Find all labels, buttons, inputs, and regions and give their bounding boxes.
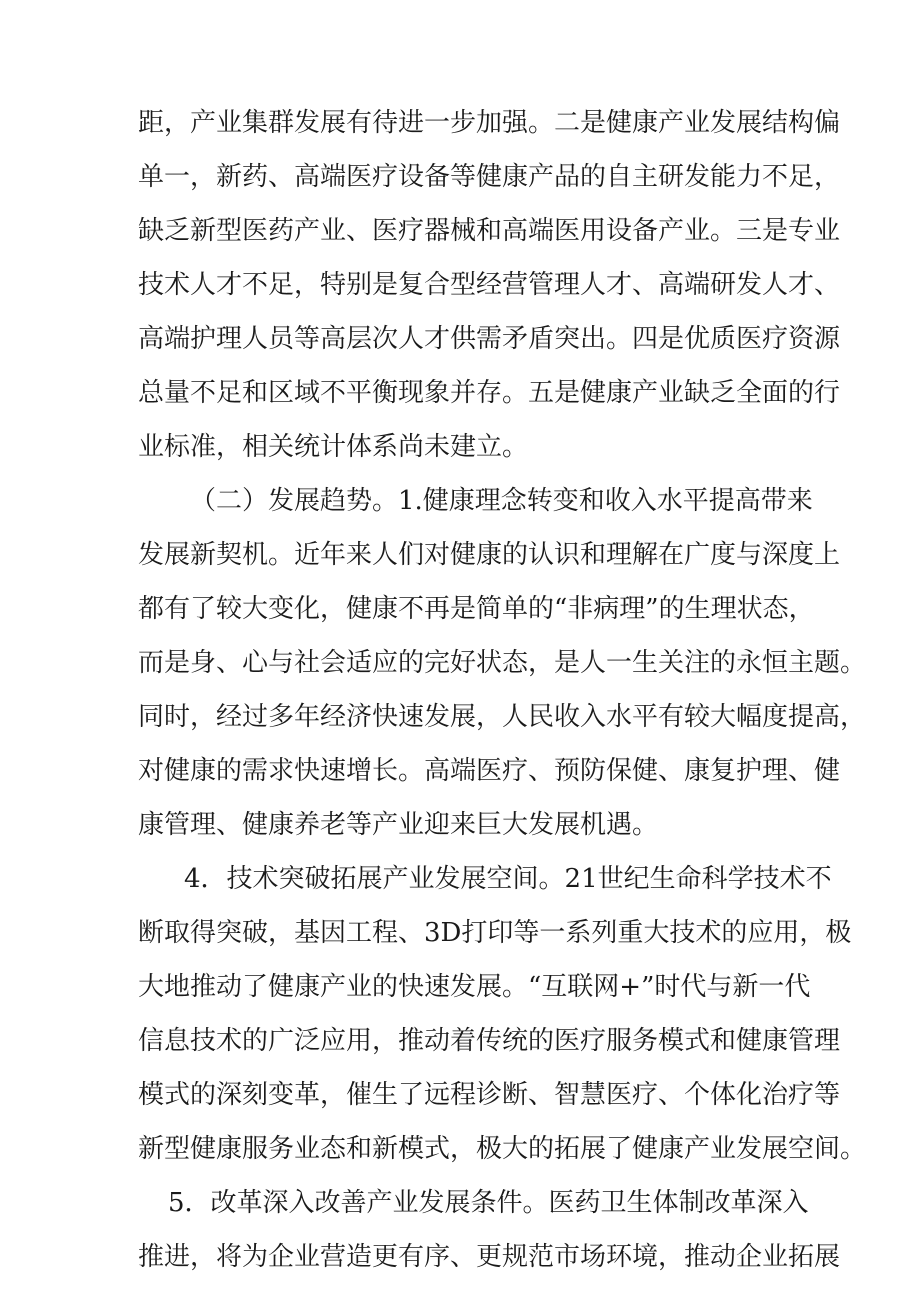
- body-line: 对健康的需求快速增长。高端医疗、预防保健、康复护理、健: [138, 756, 841, 786]
- body-line: 而是身、心与社会适应的完好状态，是人一生关注的永恒主题。: [138, 648, 867, 678]
- body-line: 缺乏新型医药产业、医疗器械和高端医用设备产业。三是专业: [138, 216, 841, 246]
- body-line: 大地推动了健康产业的快速发展。“互联网+”时代与新一代: [138, 972, 811, 1002]
- body-line: 技术人才不足，特别是复合型经营管理人才、高端研发人才、: [138, 270, 841, 300]
- body-line: 距，产业集群发展有待进一步加强。二是健康产业发展结构偏: [138, 108, 841, 138]
- body-line: 新型健康服务业态和新模式，极大的拓展了健康产业发展空间。: [138, 1134, 867, 1164]
- paragraph-first-line: （二）发展趋势。1.健康理念转变和收入水平提高带来: [190, 486, 813, 516]
- body-line: 都有了较大变化，健康不再是简单的“非病理”的生理状态，: [138, 594, 815, 624]
- body-line: 断取得突破，基因工程、3D打印等一系列重大技术的应用，极: [138, 918, 852, 948]
- body-line: 总量不足和区域不平衡现象并存。五是健康产业缺乏全面的行: [138, 378, 841, 408]
- body-line: 康管理、健康养老等产业迎来巨大发展机遇。: [138, 810, 659, 840]
- body-line: 业标准，相关统计体系尚未建立。: [138, 432, 529, 462]
- body-line: 推进，将为企业营造更有序、更规范市场环境，推动企业拓展: [138, 1242, 841, 1272]
- document-body: [138, 96, 867, 1284]
- body-line: 信息技术的广泛应用，推动着传统的医疗服务模式和健康管理: [138, 1026, 841, 1056]
- body-line: 高端护理人员等高层次人才供需矛盾突出。四是优质医疗资源: [138, 324, 841, 354]
- body-line: 发展新契机。近年来人们对健康的认识和理解在广度与深度上: [138, 540, 841, 570]
- paragraph-first-line: 5．改革深入改善产业发展条件。医药卫生体制改革深入: [168, 1188, 809, 1218]
- body-line: 单一，新药、高端医疗设备等健康产品的自主研发能力不足，: [138, 162, 841, 192]
- body-line: 同时，经过多年经济快速发展，人民收入水平有较大幅度提高，: [138, 702, 867, 732]
- body-line: 模式的深刻变革，催生了远程诊断、智慧医疗、个体化治疗等: [138, 1080, 841, 1110]
- paragraph-first-line: 4．技术突破拓展产业发展空间。21世纪生命科学技术不: [184, 864, 832, 894]
